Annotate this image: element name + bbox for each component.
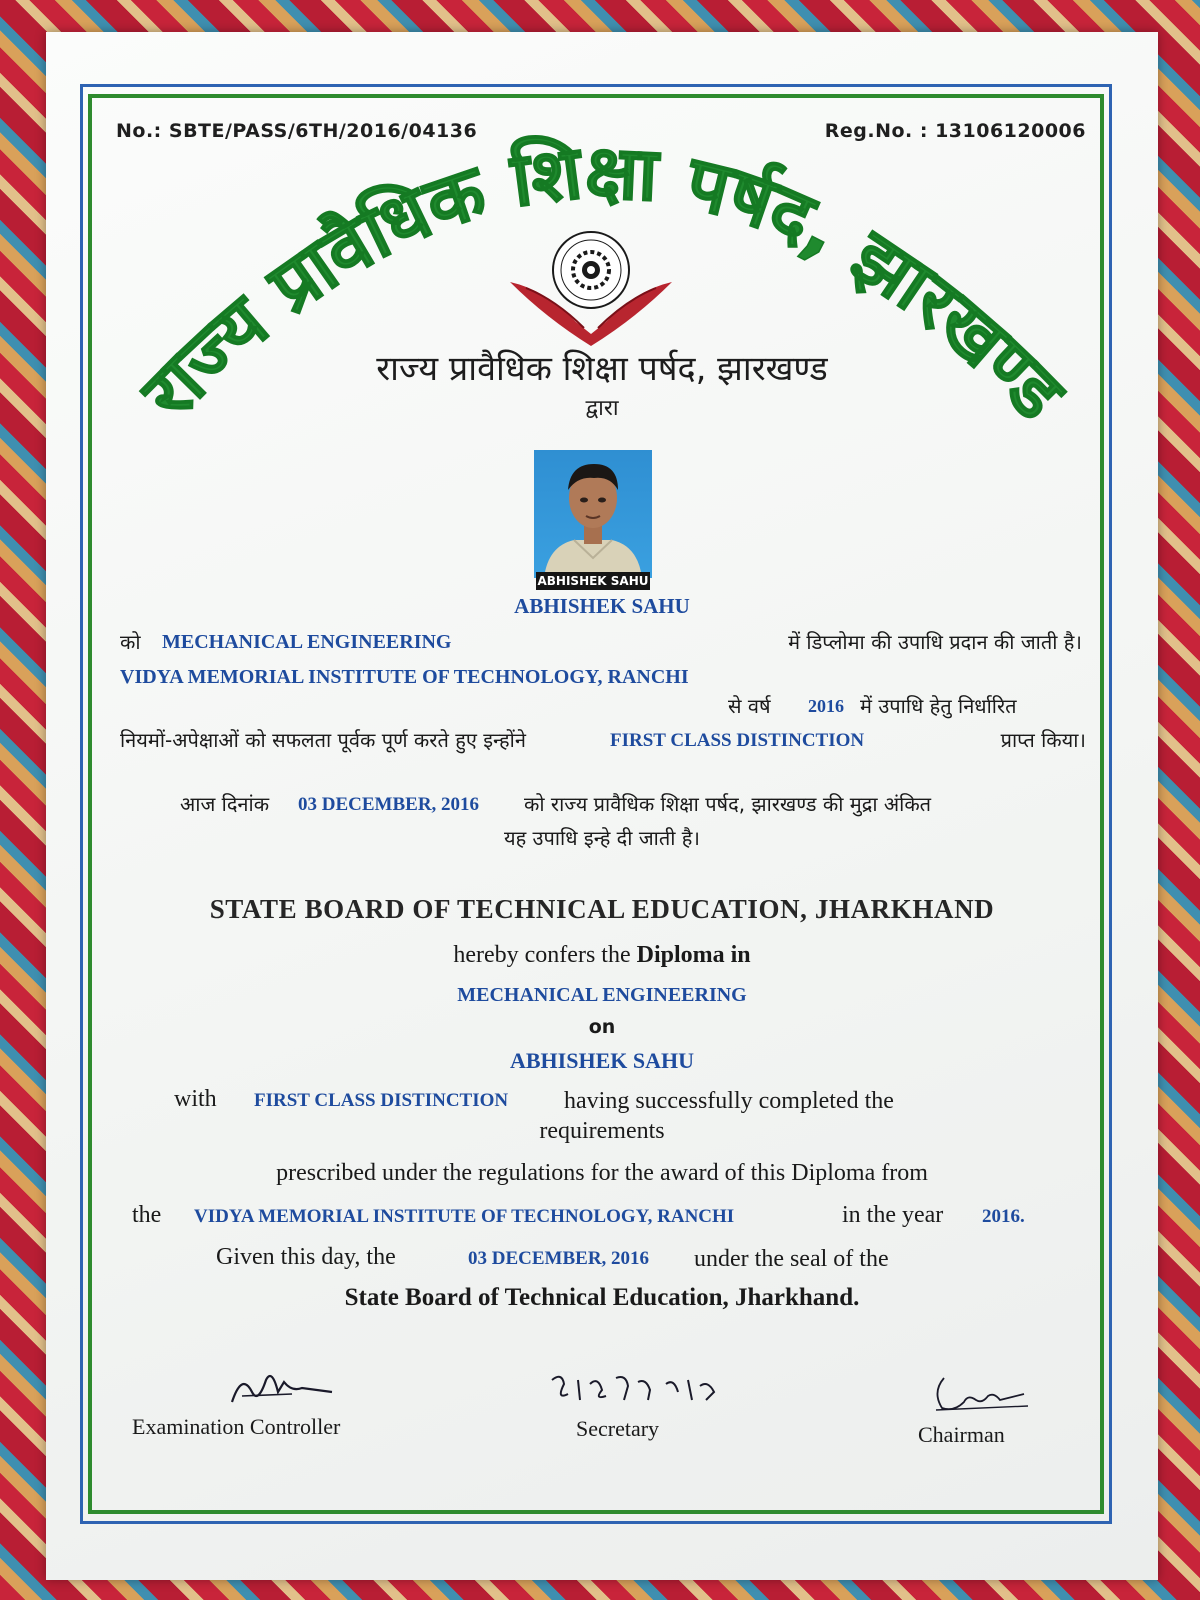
registration-number: Reg.No. : 13106120006 bbox=[824, 120, 1086, 142]
english-institute: VIDYA MEMORIAL INSTITUTE OF TECHNOLOGY, RANCHI bbox=[194, 1206, 735, 1227]
certificate-paper bbox=[46, 32, 1158, 1580]
person-photo-icon bbox=[534, 450, 652, 578]
hindi-upadhi-hetu: में उपाधि हेतु निर्धारित bbox=[860, 694, 1017, 718]
hereby-confers: hereby confers the bbox=[453, 942, 631, 968]
hindi-division: FIRST CLASS DISTINCTION bbox=[610, 730, 865, 751]
hindi-yah-upadhi: यह उपाधि इन्हे दी जाती है। bbox=[503, 826, 700, 850]
diploma-in: Diploma in bbox=[636, 942, 751, 968]
english-student-name: ABHISHEK SAHU bbox=[510, 1048, 694, 1073]
english-board-closing: State Board of Technical Education, Jharkhand. bbox=[344, 1284, 860, 1311]
chairman-signature-icon bbox=[924, 1372, 1034, 1418]
english-given: Given this day, the bbox=[216, 1244, 396, 1270]
english-division: FIRST CLASS DISTINCTION bbox=[254, 1090, 509, 1111]
hindi-student-name: ABHISHEK SAHU bbox=[514, 594, 690, 618]
hindi-mudra: को राज्य प्रावैधिक शिक्षा पर्षद, झारखण्ड की मुद्रा अंकित bbox=[524, 792, 932, 816]
hindi-diploma-phrase: में डिप्लोमा की उपाधि प्रदान की जाती है। bbox=[788, 630, 1082, 654]
english-under-seal: under the seal of the bbox=[694, 1246, 889, 1272]
english-in-the-year: in the year bbox=[842, 1202, 944, 1228]
secretary-label: Secretary bbox=[576, 1416, 660, 1441]
hindi-aaj-dinank: आज दिनांक bbox=[180, 792, 270, 816]
english-having: having successfully completed the bbox=[564, 1088, 894, 1114]
english-branch: MECHANICAL ENGINEERING bbox=[457, 984, 747, 1006]
secretary-signature-icon bbox=[546, 1370, 726, 1410]
dwara-text: द्वारा bbox=[585, 396, 619, 421]
board-emblem-icon bbox=[506, 230, 676, 350]
english-date: 03 DECEMBER, 2016 bbox=[468, 1248, 650, 1269]
certificate-number: No.: SBTE/PASS/6TH/2016/04136 bbox=[116, 120, 478, 142]
english-with: with bbox=[174, 1086, 217, 1112]
chairman-label: Chairman bbox=[918, 1422, 1005, 1447]
hindi-se-varsh: से वर्ष bbox=[728, 694, 771, 718]
english-year: 2016. bbox=[982, 1206, 1025, 1227]
student-photo bbox=[534, 450, 652, 578]
board-heading: STATE BOARD OF TECHNICAL EDUCATION, JHARKHAND bbox=[209, 894, 995, 924]
arched-title-text: राज्य प्रावैधिक शिक्षा पर्षद, झारखण्ड bbox=[125, 128, 1081, 437]
controller-signature-icon bbox=[222, 1362, 342, 1412]
english-the: the bbox=[132, 1202, 162, 1228]
english-on: on bbox=[588, 1016, 616, 1038]
hindi-branch: MECHANICAL ENGINEERING bbox=[162, 631, 452, 653]
photo-caption: ABHISHEK SAHU bbox=[537, 574, 649, 588]
english-prescribed: prescribed under the regulations for the award of this Diploma from bbox=[276, 1160, 928, 1186]
hindi-date: 03 DECEMBER, 2016 bbox=[298, 794, 480, 815]
english-requirements: requirements bbox=[539, 1118, 665, 1144]
hereby-confers-line bbox=[46, 942, 1158, 969]
hindi-year: 2016 bbox=[808, 696, 844, 716]
examination-controller-label: Examination Controller bbox=[132, 1414, 341, 1439]
hindi-subtitle: राज्य प्रावैधिक शिक्षा पर्षद, झारखण्ड bbox=[376, 349, 828, 389]
hindi-ko: को bbox=[120, 630, 141, 654]
hindi-institute: VIDYA MEMORIAL INSTITUTE OF TECHNOLOGY, RANCHI bbox=[120, 666, 689, 688]
hindi-prapt: प्राप्त किया। bbox=[1000, 728, 1086, 752]
hindi-niyam: नियमों-अपेक्षाओं को सफलता पूर्वक पूर्ण करते हुए इन्होंने bbox=[120, 728, 526, 752]
